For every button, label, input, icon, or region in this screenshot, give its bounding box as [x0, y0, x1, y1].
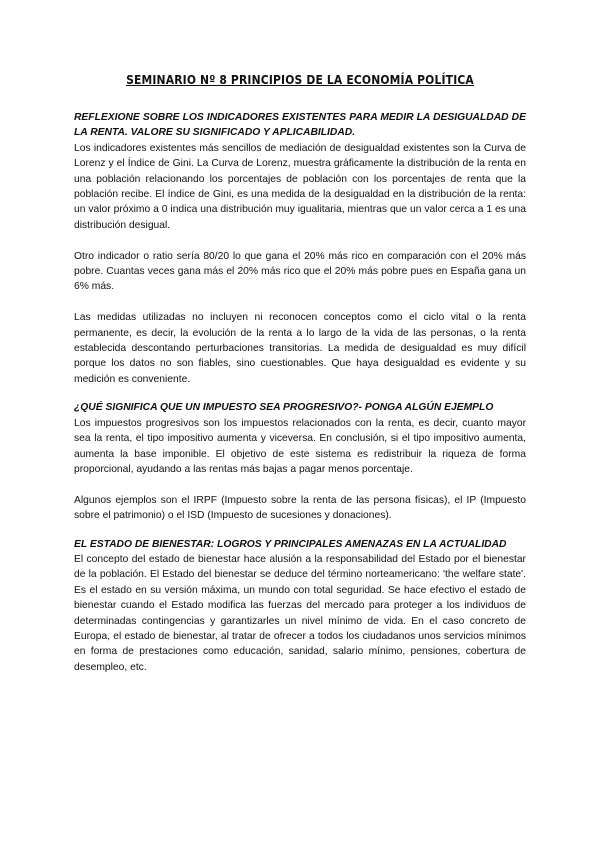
- section-1-paragraph-2: Otro indicador o ratio sería 80/20 lo que gana el 20% más rico en comparación con el 20% más pobre. Cuantas veces gana más el 20% más rico que el 20% más pobre pues en España gana un 6% más.: [74, 250, 526, 293]
- document-title: SEMINARIO Nº 8 PRINCIPIOS DE LA ECONOMÍA POLÍTICA: [126, 72, 474, 87]
- section-1-paragraph-3: Las medidas utilizadas no incluyen ni reconocen conceptos como el ciclo vital o la renta permanente, es decir, la evolución de la renta a lo largo de la vida de las personas, o la renta establecida descontando perturbaciones transitorias. La medida de desigualdad es muy difícil porque los datos no son fiables, sino cuestionables. Que haya desigualdad es evidente y su medición es conveniente.: [74, 312, 526, 385]
- section-3-paragraph-1: El concepto del estado de bienestar hace alusión a la responsabilidad del Estado por el bienestar de la población. El Estado del bienestar se deduce del término norteamericano: 'the welfare state'. Es el estado en su versión máxima, un mundo con total seguridad. Se hace efectivo el estado de bienestar cuando el Estado modifica las fuerzas del mercado para proteger a los individuos de determinadas contingencias y garantizarles un nivel mínimo de vida. En el caso concreto de Europa, el estado de bienestar, al tratar de ofrecer a todos los ciudadanos unos servicios mínimos en forma de prestaciones como educación, sanidad, salario mínimo, pensiones, cobertura de desempleo, etc.: [74, 553, 526, 673]
- section-2-paragraph-1: Los impuestos progresivos son los impuestos relacionados con la renta, es decir, cuanto mayor sea la renta, el tipo impositivo aumenta y viceversa. En conclusión, si el tipo impositivo aumenta, aumenta la base imponible. El objetivo de este sistema es redistribuir la riqueza de forma proporcional, ayudando a las rentas más bajas a pagar menos porcentaje.: [74, 417, 526, 475]
- document-body: [74, 110, 526, 675]
- section-2-heading: ¿QUÉ SIGNIFICA QUE UN IMPUESTO SEA PROGRESIVO?- PONGA ALGÚN EJEMPLO: [74, 402, 494, 414]
- section-1-heading: REFLEXIONE SOBRE LOS INDICADORES EXISTENTES PARA MEDIR LA DESIGUALDAD DE LA RENTA. VALORE SU SIGNIFICADO Y APLICABILIDAD.: [74, 112, 526, 139]
- section-1-paragraph-1: Los indicadores existentes más sencillos de mediación de desigualdad existentes son la Curva de Lorenz y el Índice de Gini. La Curva de Lorenz, muestra gráficamente la distribución de la renta en una población relacionando los porcentajes de población con los porcentajes de renta que la población recibe. El índice de Gini, es una medida de la desigualdad en la distribución de la renta: un valor próximo a 0 indica una distribución muy igualitaria, mientras que un valor cerca a 1 es una distribución desigual.: [74, 142, 526, 231]
- section-2-paragraph-2: Algunos ejemplos son el IRPF (Impuesto sobre la renta de las persona físicas), el IP (Impuesto sobre el patrimonio) o el ISD (Impuesto de sucesiones y donaciones).: [74, 494, 526, 522]
- section-3-heading: EL ESTADO DE BIENESTAR: LOGROS Y PRINCIPALES AMENAZAS EN LA ACTUALIDAD: [74, 538, 507, 550]
